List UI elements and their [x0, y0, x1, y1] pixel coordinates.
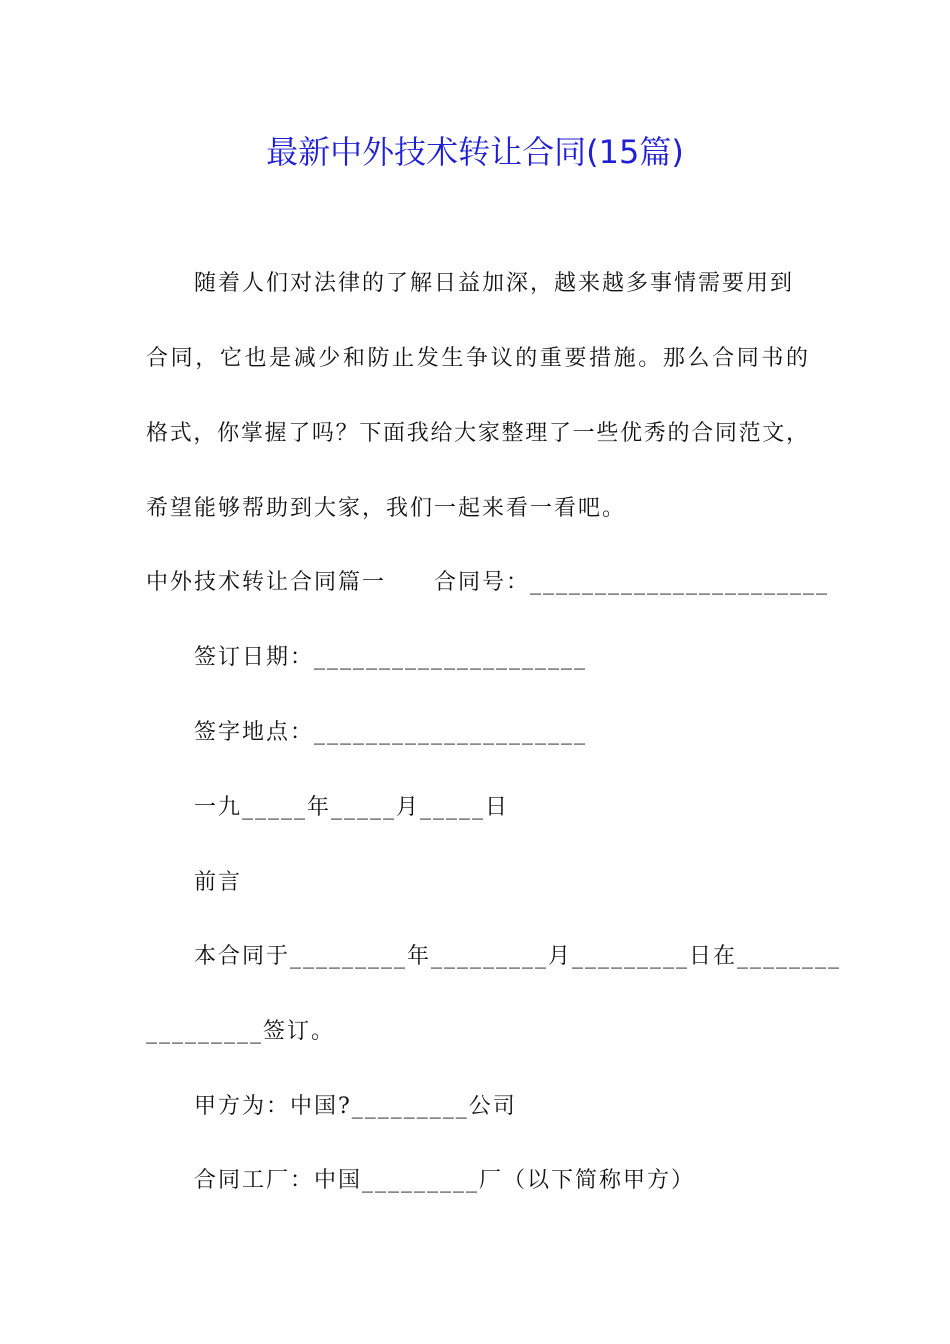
contract-signing-line-1: 本合同于_________年_________月_________日在________	[194, 944, 842, 969]
preface-heading: 前言	[194, 870, 243, 895]
intro-line-4: 希望能够帮助到大家，我们一起来看一看吧。	[146, 496, 627, 521]
party-a-line: 甲方为：中国?_________公司	[194, 1094, 517, 1119]
signing-date-line: 签订日期：_____________________	[194, 645, 588, 670]
date-line: 一九_____年_____月_____日	[194, 795, 510, 820]
contract-factory-line: 合同工厂：中国_________厂（以下简称甲方）	[194, 1168, 696, 1193]
signing-place-line: 签字地点：_____________________	[194, 720, 588, 745]
section-heading-contract-number: 中外技术转让合同篇一 合同号：_______________________	[146, 570, 830, 595]
document-title: 最新中外技术转让合同(15篇)	[266, 133, 684, 171]
intro-line-3: 格式，你掌握了吗？下面我给大家整理了一些优秀的合同范文，	[146, 421, 808, 446]
intro-line-2: 合同，它也是减少和防止发生争议的重要措施。那么合同书的	[146, 346, 808, 371]
intro-line-1: 随着人们对法律的了解日益加深，越来越多事情需要用到	[194, 271, 795, 296]
contract-signing-line-2: _________签订。	[146, 1019, 336, 1044]
